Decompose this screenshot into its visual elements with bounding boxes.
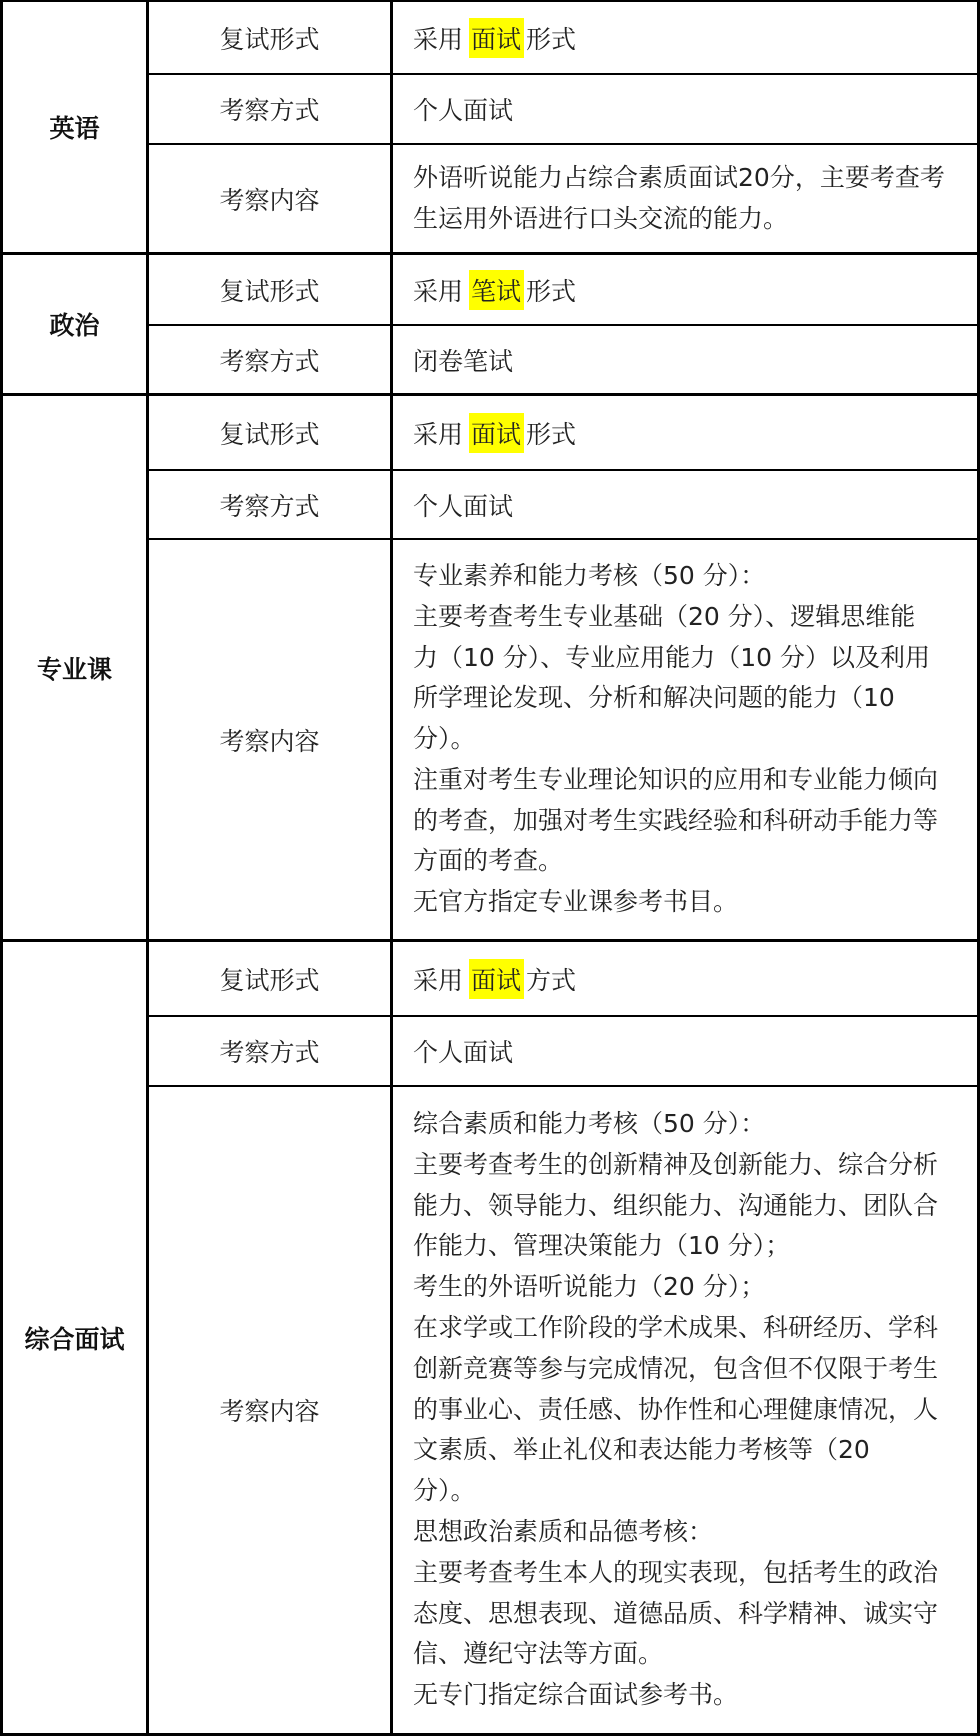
row-label-format: 复试形式 <box>219 419 320 449</box>
highlighted-method: 笔试 <box>469 270 524 310</box>
content-line: 专业素养和能力考核（50 分）： <box>413 560 766 590</box>
content-line: 分）。 <box>413 724 476 754</box>
subject-major-course: 专业课 <box>36 654 112 684</box>
row-label-content: 考察内容 <box>219 185 320 215</box>
content-line: 主要考查考生专业基础（20 分）、逻辑思维能 <box>413 601 916 631</box>
subject-comprehensive-interview: 综合面试 <box>24 1324 125 1354</box>
content-line: 所学理论发现、分析和解决问题的能力（10 <box>413 683 895 713</box>
content-line: 态度、思想表现、道德品质、科学精神、诚实守 <box>413 1598 939 1628</box>
row-label-format: 复试形式 <box>219 965 320 995</box>
highlighted-method: 面试 <box>469 18 524 58</box>
format-prefix: 采用 <box>413 419 464 449</box>
row-label-content: 考察内容 <box>219 1397 320 1426</box>
content-line: 无官方指定专业课参考书目。 <box>413 887 739 917</box>
row-content-details <box>393 145 977 252</box>
row-content-details <box>393 1087 977 1733</box>
highlighted-method: 面试 <box>469 413 524 453</box>
row-content-method: 个人面试 <box>413 96 514 125</box>
row-label-method: 考察方式 <box>219 491 320 521</box>
subject-english: 英语 <box>49 114 100 143</box>
content-line: 外语听说能力占综合素质面试20分，主要考查考 <box>413 162 945 192</box>
content-line: 文素质、举止礼仪和表达能力考核等（20 <box>413 1435 870 1465</box>
format-prefix: 采用 <box>413 276 464 306</box>
row-content-format <box>393 2 977 73</box>
content-line: 思想政治素质和品德考核： <box>413 1516 714 1546</box>
format-suffix: 形式 <box>526 24 577 54</box>
content-line: 考生的外语听说能力（20 分）； <box>413 1272 766 1302</box>
content-line: 的事业心、责任感、协作性和心理健康情况，人 <box>413 1394 939 1424</box>
row-label-method: 考察方式 <box>219 96 320 125</box>
row-label-method: 考察方式 <box>219 1038 320 1067</box>
format-prefix: 采用 <box>413 24 464 54</box>
content-line: 信、遵纪守法等方面。 <box>413 1639 664 1669</box>
subject-politics: 政治 <box>49 311 100 340</box>
content-line: 创新竞赛等参与完成情况，包含但不仅限于考生 <box>413 1353 939 1383</box>
row-label-format: 复试形式 <box>219 24 320 54</box>
content-line: 作能力、管理决策能力（10 分）； <box>413 1231 791 1261</box>
content-line: 综合素质和能力考核（50 分）： <box>413 1109 766 1139</box>
highlighted-method: 面试 <box>469 959 524 999</box>
content-line: 生运用外语进行口头交流的能力。 <box>413 203 789 233</box>
row-content-format <box>393 255 977 324</box>
row-label-content: 考察内容 <box>219 726 320 756</box>
content-line: 方面的考查。 <box>413 846 564 876</box>
row-content-method: 个人面试 <box>413 491 514 521</box>
row-label-method: 考察方式 <box>219 346 320 376</box>
content-line: 的考查，加强对考生实践经验和科研动手能力等 <box>413 805 939 835</box>
format-suffix: 形式 <box>526 276 577 306</box>
row-content-method: 个人面试 <box>413 1038 514 1067</box>
content-line: 无专门指定综合面试参考书。 <box>413 1680 739 1710</box>
row-content-format <box>393 396 977 469</box>
content-line: 注重对考生专业理论知识的应用和专业能力倾向 <box>413 764 939 794</box>
format-suffix: 方式 <box>526 965 577 995</box>
content-line: 主要考查考生的创新精神及创新能力、综合分析 <box>413 1149 939 1179</box>
content-line: 主要考查考生本人的现实表现，包括考生的政治 <box>413 1557 939 1587</box>
row-content-format <box>393 942 977 1015</box>
format-prefix: 采用 <box>413 965 464 995</box>
content-line: 力（10 分）、专业应用能力（10 分）以及利用 <box>413 642 931 672</box>
format-suffix: 形式 <box>526 419 577 449</box>
row-content-details <box>393 540 977 939</box>
content-line: 在求学或工作阶段的学术成果、科研经历、学科 <box>413 1313 939 1342</box>
row-label-format: 复试形式 <box>219 276 320 306</box>
row-content-method: 闭卷笔试 <box>413 346 514 376</box>
content-line: 能力、领导能力、组织能力、沟通能力、团队合 <box>413 1190 939 1220</box>
content-line: 分）。 <box>413 1476 476 1506</box>
